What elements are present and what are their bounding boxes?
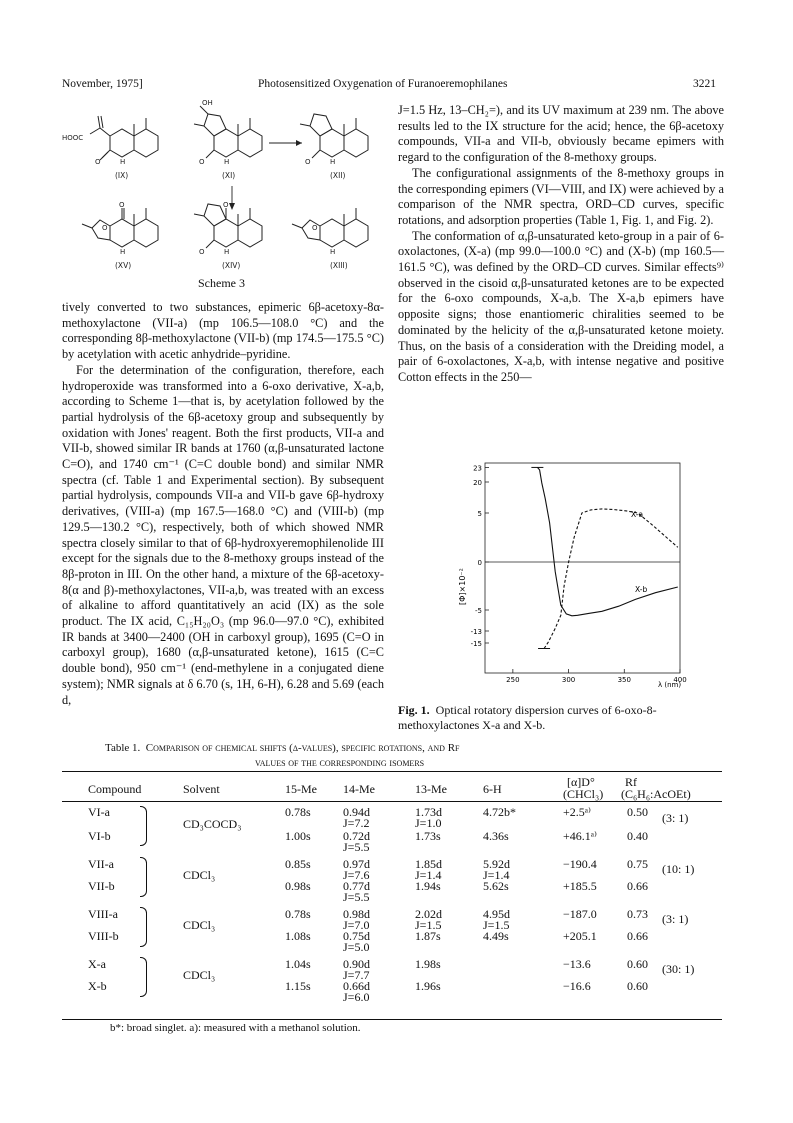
x-axis-label: λ (nm) <box>658 681 682 689</box>
label-xii: (XII) <box>330 171 346 180</box>
table-brace <box>140 957 147 997</box>
table-row-alpha: −190.4 <box>563 857 597 871</box>
table-brace <box>140 857 147 897</box>
y-tick-label: -15 <box>470 640 482 648</box>
header-rf-solvent: (C₆H₆:AcOEt) <box>621 787 691 801</box>
table-row-alpha: −13.6 <box>563 957 591 971</box>
header-compound: Compound <box>88 782 142 796</box>
table-row-14me: 0.75d <box>343 929 370 943</box>
table-row-13me: 1.98s <box>415 957 441 971</box>
scheme-label: Scheme 3 <box>198 276 245 290</box>
annotation-xb: X-b <box>635 585 648 594</box>
y-tick-label: 23 <box>473 464 482 473</box>
table-row-13me-j: J=1.4 <box>415 868 442 882</box>
annotation-xa: X-a <box>631 510 644 519</box>
table-row-13me: 1.73d <box>415 805 442 819</box>
table-row-alpha: −187.0 <box>563 907 597 921</box>
ord-chart <box>455 455 715 690</box>
figure-caption <box>398 703 724 733</box>
table-row-14me: 0.94d <box>343 805 370 819</box>
table-row-14me-j: J=6.0 <box>343 990 370 1004</box>
xii-h-label: H <box>330 158 336 166</box>
xiv-h-label: H <box>224 248 230 256</box>
table-row-6h: 5.62s <box>483 879 509 893</box>
table-rf-ratio: (10: 1) <box>662 862 695 876</box>
xii-o-label: O <box>305 158 311 166</box>
structure-xii <box>300 114 368 158</box>
header-alpha: [α]D° <box>567 775 595 789</box>
figure-label: Fig. 1. <box>398 703 430 717</box>
y-tick-label: -13 <box>470 628 482 636</box>
table-row-14me-j: J=7.2 <box>343 816 370 830</box>
table-rule-bottom <box>62 1019 722 1020</box>
y-tick-label: 5 <box>477 510 482 518</box>
table-row-14me-j: J=7.6 <box>343 868 370 882</box>
table-row-14me: 0.66d <box>343 979 370 993</box>
header-6h: 6-H <box>483 782 502 796</box>
table-brace <box>140 907 147 947</box>
table-solvent: CDCl₃ <box>183 918 216 932</box>
left-column <box>62 300 384 708</box>
y-tick-label: -5 <box>475 607 482 615</box>
table-title <box>105 741 460 756</box>
table-row-13me-j: J=1.0 <box>415 816 442 830</box>
table-row-alpha: +205.1 <box>563 929 597 943</box>
table-row-14me-j: J=7.7 <box>343 968 370 982</box>
page-number: 3221 <box>693 78 716 90</box>
right-column <box>398 103 724 386</box>
y-axis-label: [Φ]×10⁻² <box>458 568 467 605</box>
figure-caption-text: Optical rotatory dispersion curves of 6-oxo-8-methoxylactones X-a and X-b. <box>398 703 657 732</box>
table-row-14me-j: J=5.5 <box>343 890 370 904</box>
table-row-14me: 0.97d <box>343 857 370 871</box>
label-ix: (IX) <box>115 171 129 180</box>
table-row-13me-j: J=1.5 <box>415 918 442 932</box>
table-row-13me: 1.94s <box>415 879 441 893</box>
label-xv: (XV) <box>115 261 132 270</box>
table-rf-ratio: (30: 1) <box>662 962 695 976</box>
table-rf-ratio: (3: 1) <box>662 811 689 825</box>
xi-o-label: O <box>199 158 205 166</box>
table-row-compound: X-a <box>88 957 106 971</box>
table-row-rf: 0.60 <box>627 979 648 993</box>
table-row-rf: 0.73 <box>627 907 648 921</box>
table-row-compound: VII-a <box>88 857 114 871</box>
table-row-alpha: −16.6 <box>563 979 591 993</box>
label-xiv: (XIV) <box>222 261 241 270</box>
table-row-13me: 1.96s <box>415 979 441 993</box>
table-title-line1: Comparison of chemical shifts (δ-values), specific rotations, and Rf <box>145 742 460 754</box>
table-row-compound: VIII-a <box>88 907 118 921</box>
x-tick-label: 350 <box>617 676 631 684</box>
y-tick-label: 20 <box>473 479 482 487</box>
table-row-15me: 0.98s <box>285 879 311 893</box>
table-row-15me: 1.15s <box>285 979 311 993</box>
table-row-14me: 0.77d <box>343 879 370 893</box>
x-tick-label: 250 <box>506 676 520 684</box>
right-paragraph-2: The configurational assignments of the 8-methoxy groups in the corresponding epimers (VI—VIII, and IX) were achieved by a comparison of the NMR spectra, ORD–CD curves, specific rotations, and adsorption properties (Table 1, Fig. 1, and Fig. 2). <box>398 165 724 227</box>
header-15me: 15-Me <box>285 782 317 796</box>
xi-h-label: H <box>224 158 230 166</box>
left-paragraph-2: For the determination of the configuration, therefore, each hydroperoxide was transformed into a 6-oxo derivative, X-a,b, according to Scheme 1—that is, by acetylation followed by the partial hydrolysis of the 6β-acetoxy group and subsequently by oxidation with Jones' reagent. Both the first products, VII-a and VII-b, showed similar IR bands at 1760 (α,β-unsaturated lactone C=O), and 1740 cm⁻¹ (C=C double bond) and similar NMR spectra (cf. Table 1 and Experimental section). By subsequent partial hydrolysis, compounds VII-a and VII-b gave 6β-hydroxy derivatives, (VIII-a) (mp 167.5—168.0 °C) and (VIII-b) (mp 129.5—130.2 °C), respectively, both of which showed NMR spectra closely similar to that of 6β-hydroxyeremophilenolide III except for the signals due to the 8-methoxy groups instead of the 8β-proton in III. On the other hand, a mixture of the 6β-acetoxy-8(α and β)-methoxylactones, VII-a,b, was treated with an excess of alkaline to afford quantitatively an acid (IX) as the sole product. The IX acid, C₁₅H₂₀O₃ (mp 96.0—97.0 °C), exhibited IR bands at 3400—2400 (OH in carboxyl group), 1695 (C=O in carboxyl group), 1680 (α,β-unsaturated ketone), 1615 (C=C double bond), 950 cm⁻¹ (end-methylene in a conjugated diene system); NMR signals at δ 6.70 (s, 1H, 6-H), 6.28 and 5.69 (each d, <box>62 362 384 707</box>
table-rule-header <box>62 801 722 802</box>
table-row-6h: 4.95d <box>483 907 510 921</box>
table-row-alpha: +46.1ᵃ⁾ <box>563 829 597 843</box>
series-line-x-a <box>544 509 678 649</box>
table-row-rf: 0.75 <box>627 857 648 871</box>
table-row-6h: 4.72b* <box>483 805 516 819</box>
table-row-compound: X-b <box>88 979 107 993</box>
table-row-compound: VI-b <box>88 829 111 843</box>
structure-xiv <box>194 204 262 248</box>
table-row-15me: 0.78s <box>285 907 311 921</box>
table-row-13me: 1.87s <box>415 929 441 943</box>
table-row-15me: 0.78s <box>285 805 311 819</box>
table-row-rf: 0.66 <box>627 929 648 943</box>
table-solvent: CDCl₃ <box>183 868 216 882</box>
table-row-alpha: +2.5ᵃ⁾ <box>563 805 591 819</box>
header-title: Photosensitized Oxygenation of Furanoeremophilanes <box>258 78 508 90</box>
table-rf-ratio: (3: 1) <box>662 912 689 926</box>
table-row-14me-j: J=5.5 <box>343 840 370 854</box>
table-row-14me-j: J=5.0 <box>343 940 370 954</box>
xiii-h-label: H <box>330 248 336 256</box>
table-rule-top <box>62 771 722 772</box>
table-brace <box>140 806 147 846</box>
table-row-13me: 2.02d <box>415 907 442 921</box>
xv-o2-label: O <box>102 224 108 232</box>
table-solvent: CD₃COCD₃ <box>183 817 242 831</box>
table-row-14me: 0.98d <box>343 907 370 921</box>
series-line-x-b <box>537 467 677 615</box>
hooc-label: HOOC <box>62 134 84 142</box>
table-row-6h: 5.92d <box>483 857 510 871</box>
table-row-rf: 0.60 <box>627 957 648 971</box>
header-14me: 14-Me <box>343 782 375 796</box>
left-paragraph-1: tively converted to two substances, epimeric 6β-acetoxy-8α-methoxylactone (VII-a) (mp 106.5—108.0 °C) and the corresponding 8β-methoxylactone (VII-b) (mp 174.5—175.5 °C) by acetylation with acetic anhydride–pyridine. <box>62 300 384 362</box>
table-row-6h: 4.36s <box>483 829 509 843</box>
table-row-14me: 0.90d <box>343 957 370 971</box>
header-13me: 13-Me <box>415 782 447 796</box>
ix-h-label: H <box>120 158 126 166</box>
table-row-14me-j: J=7.0 <box>343 918 370 932</box>
table-row-alpha: +185.5 <box>563 879 597 893</box>
y-tick-label: 0 <box>477 559 482 567</box>
structure-xiii <box>292 208 368 247</box>
table-row-15me: 1.08s <box>285 929 311 943</box>
xiii-o-label: O <box>312 224 318 232</box>
right-paragraph-3: The conformation of α,β-unsaturated keto-group in a pair of 6-oxolactones, (X-a) (mp 99.0—100.0 °C) and (X-b) (mp 160.5—161.5 °C), was defined by the ORD–CD curves. Similar effects⁹⁾ observed in the cisoid α,β-unsaturated ketones are to be expected for the 6-oxo compounds, X-a,b. The X-a,b epimers have opposite signs; those enantiomeric chiralities seemed to be dominated by the helicity of the α,β-unsaturated ketone moiety. Thus, on the basis of a consideration with the Dreiding model, a pair of 6-oxolactones, X-a,b, with intense negative and positive Cotton effects in the 250— <box>398 228 724 384</box>
header-left: November, 1975] <box>62 78 143 90</box>
header-alpha-solvent: (CHCl₃) <box>563 787 604 801</box>
table-row-6h-j: J=1.5 <box>483 918 510 932</box>
xiv-o-label: O <box>223 201 229 209</box>
table-row-13me: 1.73s <box>415 829 441 843</box>
table-label: Table 1. <box>105 742 141 754</box>
scheme-3-diagram <box>62 98 384 276</box>
table-row-15me: 0.85s <box>285 857 311 871</box>
table-row-compound: VI-a <box>88 805 110 819</box>
header-rf: Rf <box>625 775 637 789</box>
table-footnote: b*: broad singlet. a): measured with a methanol solution. <box>110 1022 361 1034</box>
right-paragraph-1: J=1.5 Hz, 13–CH₂=), and its UV maximum at 239 nm. The above results led to the IX structure for the acid; hence, the 6β-acetoxy compounds, VII-a and VII-b, obviously became epimers with regard to the configuration of the 8-methoxy groups. <box>398 103 724 165</box>
structure-ix <box>90 116 158 160</box>
oh-label: OH <box>202 99 213 107</box>
x-tick-label: 400 <box>673 676 687 684</box>
table-row-rf: 0.50 <box>627 805 648 819</box>
x-tick-label: 300 <box>561 676 576 684</box>
table-row-rf: 0.66 <box>627 879 648 893</box>
structure-xi <box>194 106 262 158</box>
label-xiii: (XIII) <box>330 261 348 270</box>
structure-xv <box>82 208 158 247</box>
header-solvent: Solvent <box>183 782 220 796</box>
table-row-14me: 0.72d <box>343 829 370 843</box>
ix-o-label: O <box>95 158 101 166</box>
plot-frame <box>485 463 680 673</box>
table-row-13me: 1.85d <box>415 857 442 871</box>
table-row-compound: VII-b <box>88 879 115 893</box>
label-xi: (XI) <box>222 171 236 180</box>
xiv-o2-label: O <box>199 248 205 256</box>
table-title-line2: values of the corresponding isomers <box>255 757 425 769</box>
xv-h-label: H <box>120 248 126 256</box>
table-row-6h-j: J=1.4 <box>483 868 510 882</box>
xv-o-label: O <box>119 201 125 209</box>
table-row-15me: 1.04s <box>285 957 311 971</box>
table-row-6h: 4.49s <box>483 929 509 943</box>
table-row-15me: 1.00s <box>285 829 311 843</box>
table-row-rf: 0.40 <box>627 829 648 843</box>
table-solvent: CDCl₃ <box>183 968 216 982</box>
table-row-compound: VIII-b <box>88 929 119 943</box>
